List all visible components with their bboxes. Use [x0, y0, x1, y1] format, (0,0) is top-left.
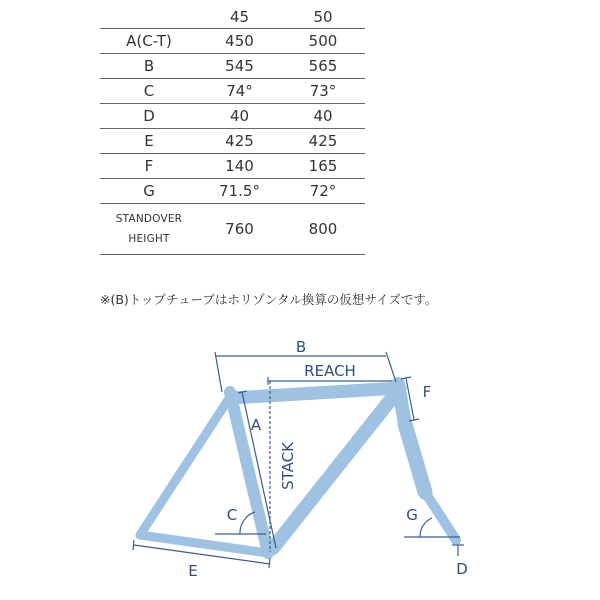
- cell-50: 72°: [281, 179, 365, 204]
- e-tick-left: [133, 540, 134, 550]
- row-label: E: [100, 129, 198, 154]
- cell-50: 500: [281, 29, 365, 54]
- chain-stay: [140, 535, 268, 553]
- b-extension-left: [215, 352, 222, 392]
- row-label: B: [100, 54, 198, 79]
- label-f: F: [422, 383, 432, 401]
- seat-tube: [230, 392, 268, 553]
- cell-45: 425: [198, 129, 281, 154]
- label-b: B: [295, 338, 307, 356]
- fork-blade-lower: [425, 492, 456, 540]
- b-extension-right: [386, 352, 396, 382]
- cell-50: 565: [281, 54, 365, 79]
- e-tick-right: [269, 558, 270, 568]
- g-angle-arc: [420, 518, 432, 537]
- header-size-50: 50: [281, 6, 365, 29]
- fork-blade-upper: [405, 424, 425, 492]
- row-label: A(C-T): [100, 29, 198, 54]
- cell-50: 73°: [281, 79, 365, 104]
- row-label: F: [100, 154, 198, 179]
- row-label: D: [100, 104, 198, 129]
- cell-45: 140: [198, 154, 281, 179]
- cell-45: 71.5°: [198, 179, 281, 204]
- cell-50: 800: [281, 204, 365, 255]
- label-c: C: [226, 506, 238, 524]
- cell-45: 450: [198, 29, 281, 54]
- standover-label-line2: HEIGHT: [128, 233, 170, 245]
- c-angle-arc: [240, 512, 255, 534]
- footnote: ※(B)トップチューブはホリゾンタル換算の仮想サイズです。: [100, 292, 438, 307]
- label-stack: STACK: [279, 442, 297, 490]
- label-g: G: [406, 506, 418, 524]
- row-label: C: [100, 79, 198, 104]
- cell-45: 74°: [198, 79, 281, 104]
- header-size-45: 45: [198, 6, 281, 29]
- cell-50: 425: [281, 129, 365, 154]
- top-tube: [232, 388, 400, 398]
- seat-stay: [140, 400, 228, 535]
- cell-45: 40: [198, 104, 281, 129]
- cell-50: 40: [281, 104, 365, 129]
- label-a: A: [250, 416, 262, 434]
- cell-45: 545: [198, 54, 281, 79]
- row-label: G: [100, 179, 198, 204]
- frame-tubes: [140, 384, 456, 553]
- label-e: E: [188, 562, 198, 580]
- cell-45: 760: [198, 204, 281, 255]
- cell-50: 165: [281, 154, 365, 179]
- standover-label-line1: STANDOVER: [115, 213, 183, 225]
- label-reach: REACH: [304, 362, 356, 380]
- label-d: D: [456, 560, 468, 578]
